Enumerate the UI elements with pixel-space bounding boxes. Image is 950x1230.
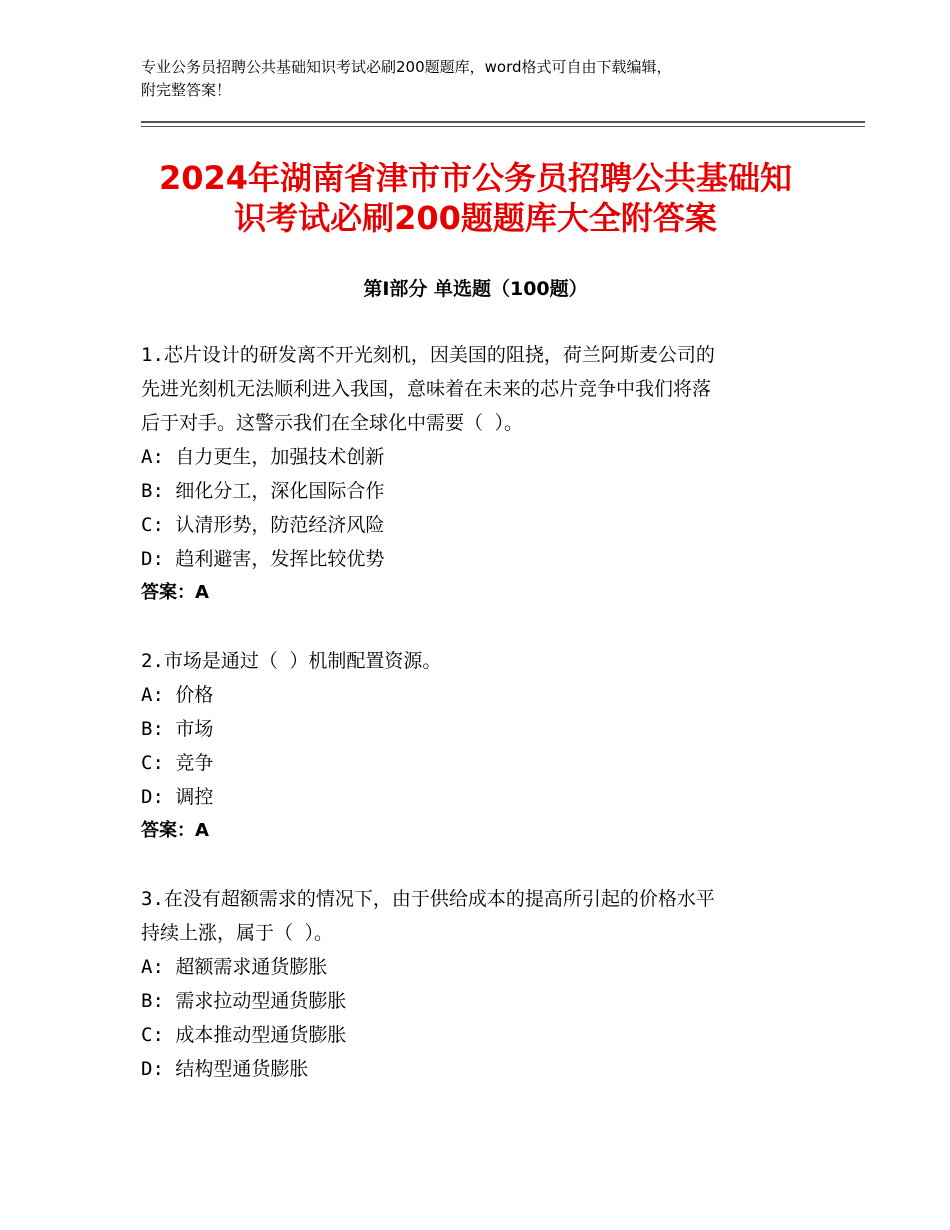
option-c: C: 认清形势，防范经济风险 — [141, 514, 385, 536]
document-title — [141, 158, 810, 238]
header-note-line-1: 专业公务员招聘公共基础知识考试必刷200题题库，word格式可自由下载编辑， — [141, 58, 672, 76]
question-stem-line: 3.在没有超额需求的情况下，由于供给成本的提高所引起的价格水平 — [141, 888, 715, 910]
option-d: D: 结构型通货膨胀 — [141, 1058, 309, 1080]
document-title-line-1: 2024年湖南省津市市公务员招聘公共基础知 — [158, 159, 793, 197]
question-stem-line: 持续上涨，属于（ ）。 — [141, 922, 333, 944]
answer-label: 答案：A — [141, 820, 209, 841]
option-a: A: 价格 — [141, 684, 214, 706]
answer-label: 答案：A — [141, 582, 209, 603]
question-3 — [141, 882, 811, 1086]
section-title: 第Ⅰ部分 单选题（100题） — [363, 278, 588, 300]
question-2 — [141, 644, 811, 848]
option-b: B: 细化分工，深化国际合作 — [141, 480, 385, 502]
header-rule-thick — [141, 121, 865, 123]
question-stem-line: 后于对手。这警示我们在全球化中需要（ ）。 — [141, 412, 523, 434]
question-1 — [141, 338, 811, 610]
header-rule-thin — [141, 126, 865, 127]
question-stem-line: 1.芯片设计的研发离不开光刻机，因美国的阻挠，荷兰阿斯麦公司的 — [141, 344, 715, 366]
document-title-line-2: 识考试必刷200题题库大全附答案 — [234, 199, 717, 237]
option-b: B: 市场 — [141, 718, 214, 740]
question-stem-line: 2.市场是通过（ ）机制配置资源。 — [141, 650, 442, 672]
question-list — [141, 338, 811, 1120]
option-c: C: 成本推动型通货膨胀 — [141, 1024, 347, 1046]
header-note-line-2: 附完整答案！ — [141, 81, 232, 99]
option-d: D: 调控 — [141, 786, 214, 808]
option-a: A: 自力更生，加强技术创新 — [141, 446, 385, 468]
header-note — [141, 56, 821, 102]
option-a: A: 超额需求通货膨胀 — [141, 956, 328, 978]
option-b: B: 需求拉动型通货膨胀 — [141, 990, 347, 1012]
option-d: D: 趋利避害，发挥比较优势 — [141, 548, 385, 570]
option-c: C: 竞争 — [141, 752, 214, 774]
question-stem-line: 先进光刻机无法顺利进入我国，意味着在未来的芯片竞争中我们将落 — [141, 378, 712, 400]
